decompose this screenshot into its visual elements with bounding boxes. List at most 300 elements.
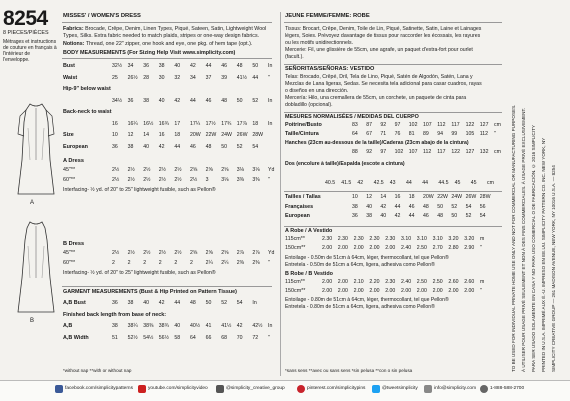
table-cell: 28W [252,132,264,138]
row-label: A,B [63,323,73,329]
table-cell: 32 [174,74,181,81]
table-cell: 44 [174,300,181,306]
table-cell: 38 [143,97,149,104]
tumblr-icon [216,385,224,393]
table-cell: 89 [423,130,429,137]
table-cell: 16¼ [127,120,138,127]
garment-rule [62,286,272,287]
table-cell: 56½ [158,334,169,341]
table-cell: 17 [174,120,181,127]
table-cell: 24W [221,132,232,138]
table-cell: 99 [451,130,458,137]
table-cell: Yd [268,167,275,173]
table-cell: 2 [127,259,131,266]
row-label: Back-neck to waist [63,109,112,115]
table-cell: 24W [451,194,463,200]
row-label: 45"** [63,167,76,173]
table-cell: 64 [190,334,196,341]
table-cell: 52 [465,213,472,219]
table-cell: 38⅜ [143,323,154,329]
table-cell: 48 [190,300,196,306]
table-cell: 25 [112,74,118,81]
table-cell: 2.00 [369,245,380,251]
table-cell: 34½ [112,97,123,104]
table-cell: 2 [143,259,147,266]
table-cell: 127 [465,149,475,155]
table-cell: 40 [380,213,387,219]
table-cell: 54½ [143,334,154,341]
table-cell: 2.00 [448,288,459,294]
table-cell: 41.5 [341,180,352,186]
table-cell: 2.00 [322,288,333,294]
side-text-line-3: PARA SER USADO SOLAMENTE EN CASA Y NO PARA USO COMERCIAL O DE FABRICACIÓN. © 2016 SIMPLICITY [531,124,536,372]
entoilage-b-1: Entoilage - 0.80m de 51cm à 64cm, léger, thermocollant, tel que Pellon® [285,297,449,303]
table-cell: 3.20 [448,236,459,242]
table-cell: 36 [143,63,149,69]
table-cell: 48 [437,213,443,219]
french-note-line-2: de couture en français à [3,45,57,51]
table-cell: 36 [112,300,118,306]
table-cell: 76 [394,130,401,137]
table-cell: 105 [465,130,475,137]
table-cell: 67 [366,130,372,137]
table-cell: 54 [465,203,472,210]
table-cell: 2.00 [369,288,380,294]
table-cell: 2½ [158,176,167,183]
side-text-line-2: À UTILISER POUR USAGE PRIVÉ SEULEMENT ET NON À DES FINS COMMERCIALES. À USAGE PRIVÉ EXCLUSIVEMENT. [521,107,526,372]
french-note-line-1: Métrages et instructions [3,39,57,45]
table-cell: 44 [406,180,412,186]
table-cell: 37 [205,74,212,81]
table-cell: 17½ [205,120,216,127]
table-cell: 2.60 [448,279,459,285]
table-cell: 40½ [190,323,201,329]
row-label: Hip-9" below waist [63,86,111,92]
table-cell: " [268,176,270,183]
table-cell: 122 [451,149,461,155]
table-cell: 42 [380,203,387,210]
table-cell: 92 [380,122,387,128]
table-cell: m [480,279,485,285]
table-cell: " [480,288,482,294]
table-cell: 2½ [158,250,167,256]
view-b-back-sketch [12,218,60,318]
table-cell: 36 [127,97,134,104]
table-cell: 17¼ [190,120,201,127]
table-cell: 16 [112,120,118,127]
table-cell: 38 [127,300,134,306]
table-cell: 26W [465,194,477,200]
table-cell: 3.20 [464,236,475,242]
table-cell: 40 [366,203,372,210]
table-cell: " [268,334,270,341]
youtube-icon [138,385,146,393]
table-cell: 2 [174,259,178,266]
side-text-line-1: TO BE USED FOR INDIVIDUAL PRIVATE HOME USE ONLY AND NOT FOR COMMERCIAL OR MANUFACTURING PURPOSES. [511,104,516,372]
pinterest-link[interactable]: pinterest.com/simplicitypins [307,386,366,391]
table-cell: 2.70 [432,245,443,251]
table-cell: 44 [190,97,196,104]
table-cell: 71 [380,130,387,137]
table-cell: 2.00 [401,288,412,294]
table-cell: 2.50 [416,279,427,285]
creative-group-link[interactable]: @simplicity_creative_group [226,386,285,391]
table-cell: 112 [423,149,432,155]
table-cell: 2⅝ [190,250,198,256]
es-telas-1: Telas: Brocado, Crêpé, Dril, Tela de Lino, Piqué, Satén de Algodón, Satén, Lana y [285,74,473,80]
dress-a-title: A Dress [63,158,84,164]
table-cell: 38¾ [158,323,169,329]
phone-number: 1-888-588-2700 [490,386,525,391]
body-measurements-title: BODY MEASUREMENTS (For Sizing Help Visit www.simplicity.com) [63,50,236,56]
table-cell: 107 [408,149,418,155]
table-cell: 2⅝ [221,250,229,256]
table-cell: 2.00 [385,245,396,251]
tailles-rule [284,191,502,192]
table-cell: 42 [357,180,364,186]
table-cell: 44 [394,203,401,210]
side-text-line-4: PRINTED IN U.S.A. IMPRIMÉ AUX É.-U. IMPRESO EN EE.UU. SIMPLICITY PATTERN CO. INC. NEW YORK, NY [541,137,546,372]
table-cell: 2 [190,259,193,266]
table-cell: 3.10 [432,236,443,242]
es-merceria-2: dobladillo (opcional). [285,102,333,108]
robe-b-title: B Robe / B Vestido [285,271,333,277]
row-label: 150cm** [285,288,306,294]
left-footnote: *without nap **with or without nap [63,368,132,373]
table-cell: 2.00 [353,245,364,251]
table-cell: " [494,130,496,137]
table-cell: 2½ [190,176,198,183]
row-label: European [285,213,310,219]
table-cell: 2.00 [432,288,443,294]
table-cell: 2½ [127,167,135,173]
table-cell: 52 [451,203,458,210]
table-cell: 39 [221,74,227,81]
table-cell: 42 [190,63,196,69]
dress-b-title: B Dress [63,241,85,247]
table-cell: 2.60 [464,279,475,285]
table-cell: 112 [479,130,489,137]
table-cell: In [252,300,257,306]
table-cell: 2½ [143,250,151,256]
left-header: MISSES' / WOMEN'S DRESS [63,13,141,19]
table-cell: 3⅜ [252,176,260,183]
row-label: 150cm** [285,245,306,251]
table-cell: 18 [408,194,415,200]
table-cell: 48 [221,97,227,104]
table-cell: 81 [408,130,415,137]
table-cell: 2.30 [369,236,380,242]
table-cell: 42.5 [373,180,384,186]
table-cell: 36 [112,143,118,150]
column-divider [280,12,281,376]
row-label: Bust [63,63,75,69]
youtube-link[interactable]: youtube.com/simplicityvideo [148,386,208,391]
table-cell: 54 [236,300,243,306]
table-cell: 2⅝ [190,167,198,173]
table-cell: 38¼ [127,323,138,329]
fr-tissus-3: ou les motifs unidirectionnels. [285,40,354,46]
row-label: 115cm** [285,236,305,242]
row-label: 60"** [63,176,76,183]
table-cell: 41½ [236,74,247,81]
entoilage-a-1: Entoilage - 0.50m de 51cm à 64cm, léger, thermocollant, tel que Pellon® [285,255,449,261]
table-cell: 102 [408,122,418,128]
table-cell: 16 [394,194,401,200]
table-cell: 41 [205,323,212,329]
table-cell: 14 [143,132,149,138]
table-cell: 42 [174,97,181,104]
table-cell: cm [494,149,501,155]
table-cell: 44 [205,63,212,69]
table-cell: 18 [174,132,181,138]
table-cell: 22W [437,194,448,200]
dos-label: Dos (encolure à taille)/Espalda (escote a cintura) [285,161,405,167]
table-cell: 107 [423,122,432,128]
view-a-back-sketch [12,100,60,200]
table-cell: 117 [437,149,446,155]
table-cell: 48 [205,143,212,150]
table-cell: 44 [422,180,428,186]
table-cell: 2.50 [416,245,427,251]
table-cell: 38 [112,323,118,329]
table-cell: 48 [423,203,429,210]
table-cell: 42 [158,143,165,150]
table-cell: 132 [479,149,489,155]
table-cell: 17¾ [221,120,232,127]
twitter-icon [372,385,380,393]
row-label: Waist [63,74,78,81]
table-cell: 34 [127,63,134,69]
row-label: Poitrine/Busto [285,122,322,128]
table-cell: 18 [252,120,259,127]
table-cell: 50 [221,143,227,150]
robe-a-rule [284,226,502,227]
table-cell: 46 [423,213,429,219]
table-cell: 2.90 [464,245,475,251]
table-cell: 44 [174,143,181,150]
es-telas-3: o diseños en una dirección. [285,88,349,94]
row-label: Size [63,132,74,138]
table-cell: 43 [389,180,396,186]
es-merceria-1: Mercería: Hilo, una cremallera de 55cm, un corchete, un paquete de cinta para [285,95,467,101]
table-cell: 2½ [143,176,151,183]
entoilage-b-2: Entretela - 0.80m de 51cm a 64cm, ligera, adhesiva como Pellon® [285,304,435,310]
row-label: Tailles / Tallas [285,194,321,200]
table-cell: 2½ [112,176,120,183]
table-cell: 3.10 [416,236,427,242]
table-cell: 54 [479,213,486,219]
table-cell: 112 [437,122,446,128]
table-cell: 2½ [112,250,120,256]
table-cell: 38 [158,63,165,69]
table-cell: 12 [366,194,372,200]
table-cell: " [268,74,270,81]
table-cell: 40 [174,323,181,329]
table-cell: 2⅞ [236,250,245,256]
table-cell: 54 [252,143,259,150]
table-cell: 3⅜ [236,176,245,183]
table-cell: cm [494,122,501,128]
table-cell: 2.30 [353,236,364,242]
facebook-link[interactable]: facebook.com/simplicitypatterns [65,386,133,391]
left-header-rule [62,22,272,23]
table-cell: 16¾ [158,120,169,127]
email-icon [424,385,432,393]
table-cell: 10 [112,132,118,138]
table-cell: 52 [252,97,259,104]
table-cell: 44.5 [438,180,449,186]
table-cell: 3⅛ [236,167,245,173]
notions-line: Notions: Thread, one 22" zipper, one hook and eye, one pkg. of hem tape (opt.). [63,41,253,47]
table-cell: 2.00 [322,245,333,251]
table-cell: 70 [236,334,243,341]
fr-header-rule [284,22,502,23]
table-cell: 51 [112,334,118,341]
table-cell: 2½ [127,176,135,183]
view-a-label: A [30,200,35,206]
row-label: 60"** [63,259,76,266]
table-cell: 127 [479,122,489,128]
email-link[interactable]: info@simplicity.com [434,386,477,391]
table-cell: 52½ [127,334,138,341]
table-cell: 87 [366,122,372,128]
table-cell: 45 [454,180,461,186]
table-cell: 40 [174,63,181,69]
table-cell: 2⅝ [205,250,213,256]
table-cell: 2¼ [221,259,229,266]
twitter-link[interactable]: @tweetsimplicity [382,386,418,391]
table-cell: 97 [380,149,387,155]
side-legal-text [508,10,564,375]
table-cell: " [480,245,482,251]
table-cell: 2½ [127,250,135,256]
interfacing-a: Interfacing- ½ yd. of 20" to 25" lightweight fusible, such as Pellon® [63,187,216,193]
french-note-line-4: l'enveloppe. [3,57,30,63]
table-cell: In [268,97,273,104]
es-telas-2: Mezclas de Lana ligeras, Sedas. Se necesita tela adicional para casar cuadros, rayas [285,81,482,87]
table-cell: 14 [380,194,387,200]
table-cell: 42 [158,300,165,306]
table-cell: 3⅛ [252,167,260,173]
table-cell: 2.00 [337,288,348,294]
fr-tissus-1: Tissus: Brocart, Crêpe, Denim, Toile de Lin, Piqué, Satinette, Satin, Laine et Lainages [285,26,482,32]
es-rule [284,64,502,65]
table-cell: 40.5 [325,180,336,186]
table-cell: 28W [479,194,491,200]
fr-tissus-2: légers, Soies. Prévoyez davantage de tissus pour raccorder les écossais, les rayures [285,33,481,39]
table-cell: 58 [174,334,181,341]
interfacing-b: Interfacing- ½ yd. of 20" to 25" lightweight fusible, such as Pellon® [63,270,216,276]
meas-rule [284,112,502,113]
table-cell: 40 [158,97,165,104]
table-cell: 46 [190,143,196,150]
row-label: 115cm** [285,279,305,285]
table-cell: 16½ [143,120,154,127]
table-cell: 41½ [221,323,232,329]
fr-mercerie-2: (facult.). [285,54,304,60]
table-cell: 2.50 [432,279,443,285]
table-cell: In [268,63,273,69]
table-cell: 46 [408,203,415,210]
table-cell: In [268,323,273,329]
table-cell: 50 [451,213,458,219]
table-cell: m [480,236,485,242]
table-cell: 88 [352,149,358,155]
table-cell: 117 [451,122,460,128]
table-cell: 46 [221,63,227,69]
table-cell: 2½ [174,176,182,183]
view-b-label: B [30,318,35,324]
table-cell: 2 [158,259,162,266]
table-cell: 2.00 [322,279,333,285]
hanches-label: Hanches (23cm au-dessous de la taille)/Caderas (23cm abajo de la cintura) [285,140,469,146]
table-cell: 52 [221,300,227,306]
row-label: A,B Bust [63,300,86,306]
table-cell: 72 [252,334,259,341]
right-footnote: *sans sens **avec ou sans sens *sin pelusa **con o sin pelusa [285,368,413,373]
table-cell: 2.40 [401,245,412,251]
table-cell: 26W [236,132,248,138]
table-cell: 2⅜ [236,259,245,266]
table-cell: 16 [158,132,165,138]
table-cell: 48 [236,63,243,69]
table-cell: 66 [205,334,212,341]
table-cell: 2.00 [464,288,475,294]
fabrics-line-1: Fabrics: Brocade, Crêpe, Denim, Linen Types, Piqué, Sateen, Satin, Lightweight Wool [63,26,267,32]
table-cell: 2½ [174,250,182,256]
table-cell: 38 [352,203,358,210]
table-cell: 28 [143,74,149,81]
table-cell: 2.00 [353,288,364,294]
table-cell: 2.30 [385,236,396,242]
table-cell: 2⅞ [252,250,260,256]
table-cell: 2½ [158,167,167,173]
es-header: SEÑORITAS/SEÑORAS: VESTIDO [285,66,375,72]
table-cell: 45 [470,180,477,186]
table-cell: 2½ [174,167,182,173]
french-note-line-3: l'intérieur de [3,51,31,57]
table-cell: 50 [437,203,443,210]
table-cell: 38 [366,213,372,219]
row-label: European [63,143,88,150]
garment-title: GARMENT MEASUREMENTS (Bust & Hip Printed on Pattern Tissue) [63,289,237,295]
table-cell: 42 [394,213,401,219]
table-cell: 94 [437,130,443,137]
table-cell: 2.30 [385,279,396,285]
table-cell: 3.10 [401,236,412,242]
robe-a-title: A Robe / A Vestido [285,228,333,234]
table-cell: 97 [394,122,401,128]
phone-icon [480,385,488,393]
table-cell: 3⅛ [221,176,229,183]
table-cell: 2⅜ [252,259,260,266]
row-label: Finished back length from base of neck: [63,311,167,318]
fr-mercerie-1: Mercerie: Fil, une glissière de 55cm, une agrafe, un paquet d'extra-fort pour ourlet [285,47,473,53]
table-cell: 122 [465,122,475,128]
table-cell: 40 [143,143,149,150]
table-cell: 2⅝ [221,167,229,173]
table-cell: 30 [158,74,165,81]
table-cell: 22W [205,132,217,138]
table-cell: 26½ [127,74,138,81]
table-cell: 2.00 [337,245,348,251]
table-cell: 17⅞ [236,120,247,127]
table-cell: 68 [221,334,227,341]
table-cell: 2¼ [205,259,213,266]
table-cell: 2.00 [337,279,348,285]
pinterest-icon [297,385,305,393]
